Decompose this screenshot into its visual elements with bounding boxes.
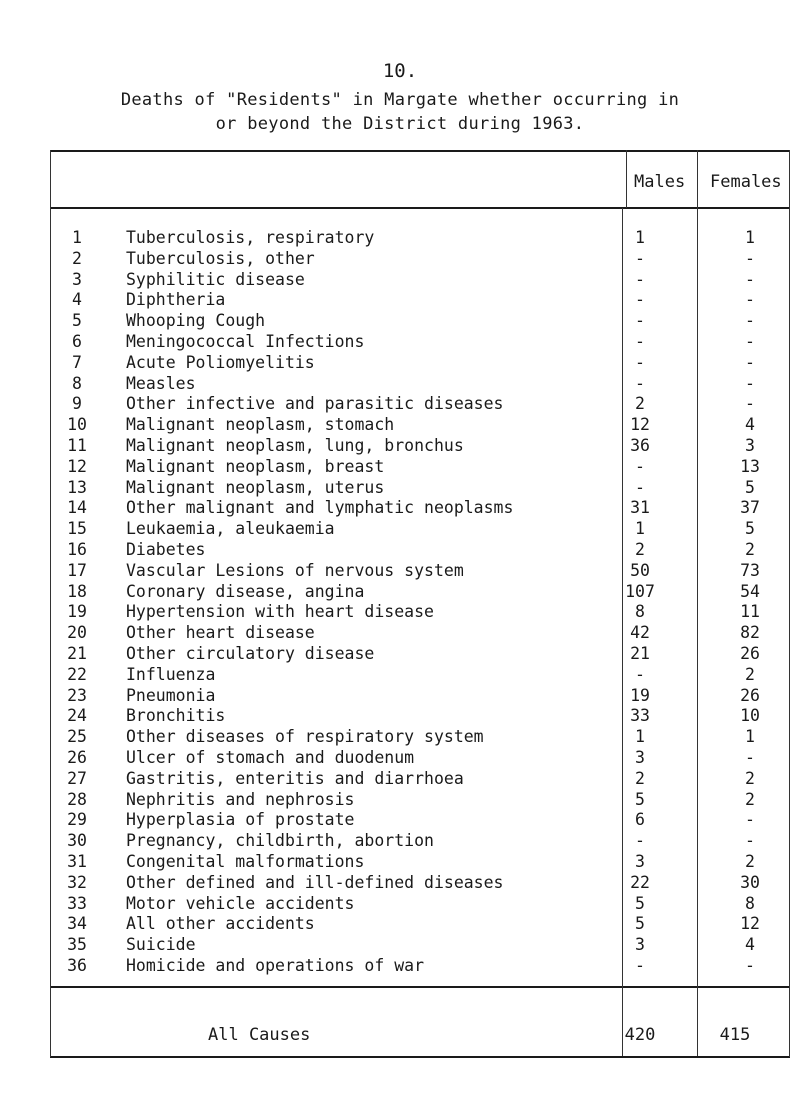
females-value: 5	[745, 477, 755, 497]
males-value: 107	[625, 581, 655, 601]
females-value: -	[745, 831, 755, 851]
males-value: 42	[630, 623, 650, 643]
row-number: 32	[67, 872, 87, 892]
table-row	[50, 602, 790, 621]
row-number: 21	[67, 644, 87, 663]
row-number: 22	[67, 664, 87, 684]
cause-label: All other accidents	[126, 914, 315, 934]
row-number: 6	[72, 332, 82, 351]
males-value: 31	[630, 498, 650, 518]
table-row	[50, 686, 790, 705]
table-row	[50, 810, 790, 829]
row-number: 17	[67, 560, 87, 580]
table-row	[50, 478, 790, 497]
females-value: 2	[745, 768, 755, 788]
row-number: 15	[67, 519, 87, 539]
table-row	[50, 665, 790, 684]
females-value: 30	[740, 872, 760, 892]
males-value: 5	[635, 914, 645, 934]
row-number: 16	[67, 540, 87, 559]
males-value: 3	[635, 935, 645, 955]
table-row	[50, 956, 790, 975]
males-value: -	[635, 290, 645, 310]
males-value: 1	[635, 727, 645, 747]
males-value: -	[635, 956, 645, 975]
row-number: 7	[72, 352, 82, 372]
males-value: 50	[630, 560, 650, 580]
row-number: 27	[67, 768, 87, 788]
header-males: Males	[634, 172, 686, 192]
table-row	[50, 748, 790, 767]
row-number: 1	[72, 228, 82, 247]
row-number: 11	[67, 436, 87, 455]
females-value: 5	[745, 519, 755, 539]
header-females: Females	[710, 172, 782, 192]
males-value: 2	[635, 540, 645, 559]
males-value: 1	[635, 519, 645, 539]
table-row	[50, 706, 790, 725]
table-row	[50, 769, 790, 788]
females-value: 10	[740, 706, 760, 726]
females-value: -	[745, 248, 755, 268]
males-value: 22	[630, 872, 650, 892]
row-number: 23	[67, 685, 87, 705]
males-value: 19	[630, 685, 650, 705]
table-row	[50, 270, 790, 289]
males-value: 8	[635, 602, 645, 622]
row-number: 18	[67, 581, 87, 601]
cause-label: Pregnancy, childbirth, abortion	[126, 831, 434, 851]
title-line-1: Deaths of "Residents" in Margate whether occurring in	[120, 90, 680, 110]
row-number: 13	[67, 477, 87, 497]
table-row	[50, 831, 790, 850]
header-bottom-rule	[50, 207, 790, 209]
table-row	[50, 436, 790, 455]
females-value: 12	[740, 914, 760, 934]
table-row	[50, 394, 790, 413]
cause-label: Hyperplasia of prostate	[126, 810, 355, 830]
cause-label: Bronchitis	[126, 706, 226, 726]
males-value: -	[635, 269, 645, 289]
females-value: -	[745, 748, 755, 767]
row-number: 26	[67, 748, 87, 767]
row-number: 33	[67, 893, 87, 913]
cause-label: Gastritis, enteritis and diarrhoea	[126, 768, 464, 788]
cause-label: Acute Poliomyelitis	[126, 352, 315, 372]
females-value: -	[745, 373, 755, 393]
cause-label: Congenital malformations	[126, 852, 365, 871]
females-value: 2	[745, 789, 755, 809]
males-value: 33	[630, 706, 650, 726]
row-number: 3	[72, 269, 82, 289]
cause-label: Tuberculosis, respiratory	[126, 228, 375, 247]
females-value: -	[745, 956, 755, 975]
cause-label: Suicide	[126, 935, 196, 955]
females-value: 2	[745, 540, 755, 559]
males-col-divider-top	[626, 150, 627, 208]
row-number: 28	[67, 789, 87, 809]
cause-label: Ulcer of stomach and duodenum	[126, 748, 415, 767]
total-females: 415	[719, 1025, 751, 1045]
females-value: 37	[740, 498, 760, 518]
row-number: 29	[67, 810, 87, 830]
table-row	[50, 852, 790, 871]
females-value: 11	[740, 602, 760, 622]
cause-label: Pneumonia	[126, 685, 216, 705]
row-number: 25	[67, 727, 87, 747]
cause-label: Tuberculosis, other	[126, 248, 315, 268]
females-value: 73	[740, 560, 760, 580]
table-row	[50, 228, 790, 247]
females-value: 3	[745, 436, 755, 455]
males-value: -	[635, 477, 645, 497]
males-value: 36	[630, 436, 650, 455]
females-value: 2	[745, 852, 755, 871]
row-number: 2	[72, 248, 82, 268]
row-number: 20	[67, 623, 87, 643]
cause-label: Other heart disease	[126, 623, 315, 643]
females-value: 8	[745, 893, 755, 913]
table-row	[50, 311, 790, 330]
row-number: 35	[67, 935, 87, 955]
cause-label: Nephritis and nephrosis	[126, 789, 355, 809]
table-row	[50, 790, 790, 809]
females-value: -	[745, 352, 755, 372]
males-value: -	[635, 311, 645, 331]
row-number: 5	[72, 311, 82, 331]
table-row	[50, 290, 790, 309]
cause-label: Diabetes	[126, 540, 206, 559]
table-row	[50, 249, 790, 268]
males-value: 5	[635, 893, 645, 913]
row-number: 9	[72, 394, 82, 414]
cause-label: Other malignant and lymphatic neoplasms	[126, 498, 514, 518]
row-number: 8	[72, 373, 82, 393]
cause-label: Malignant neoplasm, lung, bronchus	[126, 436, 464, 455]
cause-label: Vascular Lesions of nervous system	[126, 560, 464, 580]
table-row	[50, 519, 790, 538]
title-line-2: or beyond the District during 1963.	[215, 114, 585, 134]
females-value: 26	[740, 685, 760, 705]
table-row	[50, 623, 790, 642]
males-value: 5	[635, 789, 645, 809]
females-value: -	[745, 394, 755, 414]
cause-label: Malignant neoplasm, breast	[126, 456, 385, 476]
row-number: 4	[72, 290, 82, 310]
females-value: -	[745, 290, 755, 310]
females-value: 4	[745, 935, 755, 955]
table-row	[50, 415, 790, 434]
row-number: 30	[67, 831, 87, 851]
males-value: -	[635, 664, 645, 684]
table-row	[50, 582, 790, 601]
cause-label: Diphtheria	[126, 290, 226, 310]
males-value: -	[635, 373, 645, 393]
females-value: 54	[740, 581, 760, 601]
row-number: 24	[67, 706, 87, 726]
row-number: 31	[67, 852, 87, 871]
males-value: -	[635, 248, 645, 268]
cause-label: Other diseases of respiratory system	[126, 727, 484, 747]
row-number: 12	[67, 456, 87, 476]
total-males: 420	[624, 1025, 656, 1045]
cause-label: Malignant neoplasm, uterus	[126, 477, 385, 497]
table-row	[50, 894, 790, 913]
totals-top-rule	[50, 986, 790, 988]
males-value: 21	[630, 644, 650, 663]
table-row	[50, 935, 790, 954]
females-value: -	[745, 332, 755, 351]
row-number: 36	[67, 956, 87, 975]
cause-label: Meningococcal Infections	[126, 332, 365, 351]
table-top-rule	[50, 150, 790, 152]
table-row	[50, 873, 790, 892]
cause-label: Measles	[126, 373, 196, 393]
table-row	[50, 644, 790, 663]
females-value: 26	[740, 644, 760, 663]
males-value: -	[635, 831, 645, 851]
page-number: 10.	[382, 60, 418, 82]
cause-label: Malignant neoplasm, stomach	[126, 415, 395, 435]
females-value: 13	[740, 456, 760, 476]
row-number: 14	[67, 498, 87, 518]
males-value: 2	[635, 768, 645, 788]
table-row	[50, 498, 790, 517]
table-row	[50, 540, 790, 559]
males-value: -	[635, 352, 645, 372]
cause-label: Motor vehicle accidents	[126, 893, 355, 913]
males-value: 3	[635, 852, 645, 871]
females-value: -	[745, 311, 755, 331]
cause-label: Whooping Cough	[126, 311, 266, 331]
cause-label: Leukaemia, aleukaemia	[126, 519, 335, 539]
females-value: 82	[740, 623, 760, 643]
cause-label: Hypertension with heart disease	[126, 602, 434, 622]
row-number: 19	[67, 602, 87, 622]
table-row	[50, 353, 790, 372]
table-bottom-rule	[50, 1056, 790, 1058]
females-value: -	[745, 269, 755, 289]
cause-label: Homicide and operations of war	[126, 956, 425, 975]
table-row	[50, 457, 790, 476]
table-row	[50, 727, 790, 746]
table-row	[50, 374, 790, 393]
females-value: 1	[745, 228, 755, 247]
table-row	[50, 332, 790, 351]
total-label: All Causes	[208, 1025, 311, 1045]
cause-label: Influenza	[126, 664, 216, 684]
cause-label: Other infective and parasitic diseases	[126, 394, 504, 414]
males-value: 2	[635, 394, 645, 414]
males-value: 1	[635, 228, 645, 247]
males-value: 6	[635, 810, 645, 830]
males-value: -	[635, 332, 645, 351]
males-value: 12	[630, 415, 650, 435]
row-number: 34	[67, 914, 87, 934]
males-value: -	[635, 456, 645, 476]
females-value: 4	[745, 415, 755, 435]
cause-label: Other defined and ill-defined diseases	[126, 872, 504, 892]
row-number: 10	[67, 415, 87, 435]
males-value: 3	[635, 748, 645, 767]
table-row	[50, 561, 790, 580]
females-value: 2	[745, 664, 755, 684]
cause-label: Syphilitic disease	[126, 269, 305, 289]
cause-label: Coronary disease, angina	[126, 581, 365, 601]
females-value: 1	[745, 727, 755, 747]
females-value: -	[745, 810, 755, 830]
table-row	[50, 914, 790, 933]
cause-label: Other circulatory disease	[126, 644, 375, 663]
